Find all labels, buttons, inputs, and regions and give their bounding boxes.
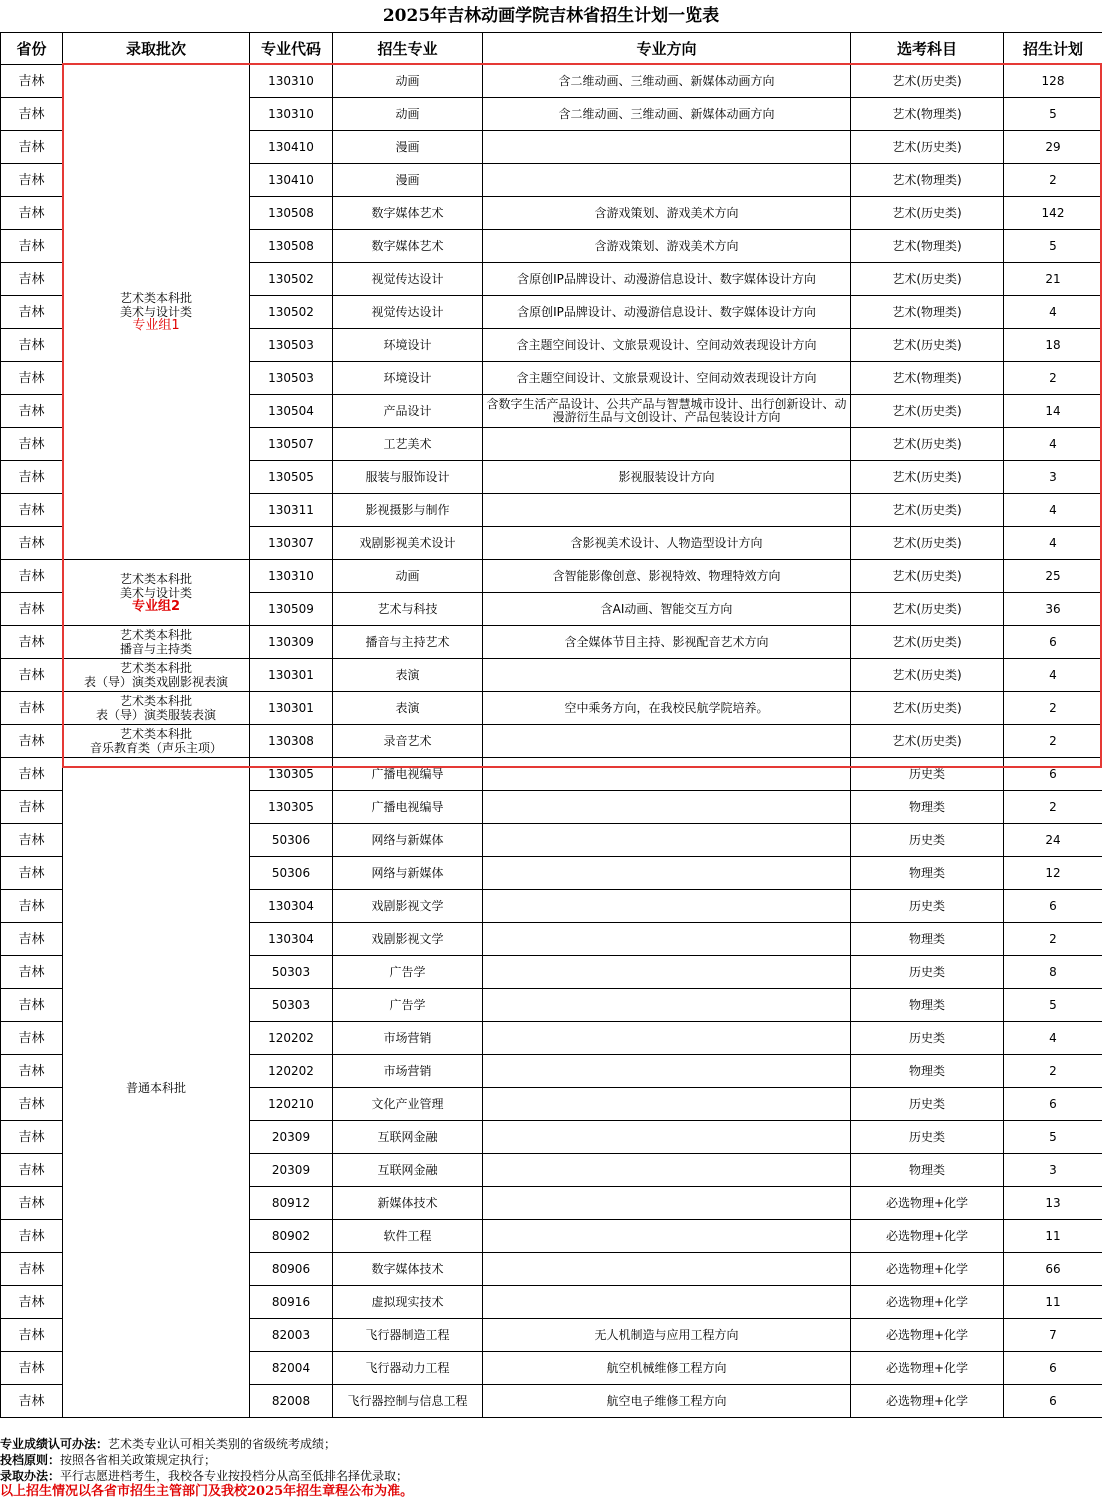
subject-cell: 物理类 [851,857,1004,890]
major-cell: 广播电视编导 [333,791,483,824]
subject-cell: 艺术(物理类) [851,98,1004,131]
subject-cell: 历史类 [851,890,1004,923]
major-cell: 飞行器动力工程 [333,1352,483,1385]
batch-line: 艺术类本科批 [119,694,192,708]
major-cell: 艺术与科技 [333,593,483,626]
province-cell: 吉林 [1,1121,63,1154]
subject-cell: 艺术(历史类) [851,197,1004,230]
subject-cell: 历史类 [851,1022,1004,1055]
code-cell: 130309 [250,626,333,659]
plan-cell: 5 [1004,230,1102,263]
province-cell: 吉林 [1,329,63,362]
code-cell: 130410 [250,131,333,164]
subject-cell: 物理类 [851,1055,1004,1088]
province-cell: 吉林 [1,1220,63,1253]
subject-cell: 必选物理+化学 [851,1187,1004,1220]
subject-cell: 艺术(历史类) [851,527,1004,560]
plan-cell: 8 [1004,956,1102,989]
direction-cell [483,1286,851,1319]
plan-cell: 2 [1004,692,1102,725]
table-row [1,65,1102,98]
province-cell: 吉林 [1,824,63,857]
subject-cell: 历史类 [851,1088,1004,1121]
batch-cell [63,626,250,659]
code-cell: 130509 [250,593,333,626]
plan-cell: 2 [1004,362,1102,395]
batch-line: 播音与主持类 [119,642,192,656]
subject-cell: 艺术(历史类) [851,593,1004,626]
code-cell: 80916 [250,1286,333,1319]
direction-cell: 含主题空间设计、文旅景观设计、空间动效表现设计方向 [483,362,851,395]
code-cell: 20309 [250,1121,333,1154]
province-cell: 吉林 [1,527,63,560]
direction-cell: 含游戏策划、游戏美术方向 [483,197,851,230]
major-cell: 环境设计 [333,329,483,362]
province-cell: 吉林 [1,857,63,890]
enrollment-plan-table [0,32,1102,1418]
note-line: 专业成绩认可办法：艺术类专业认可相关类别的省级统考成绩； [0,1437,337,1451]
direction-cell: 含原创IP品牌设计、动漫游信息设计、数字媒体设计方向 [483,263,851,296]
subject-cell: 必选物理+化学 [851,1253,1004,1286]
code-cell: 82004 [250,1352,333,1385]
batch-cell [63,725,250,758]
code-cell: 80902 [250,1220,333,1253]
major-cell: 飞行器控制与信息工程 [333,1385,483,1418]
plan-cell: 36 [1004,593,1102,626]
subject-cell: 必选物理+化学 [851,1385,1004,1418]
plan-cell: 6 [1004,1385,1102,1418]
plan-cell: 14 [1004,395,1102,428]
plan-cell: 18 [1004,329,1102,362]
province-cell: 吉林 [1,461,63,494]
major-cell: 飞行器制造工程 [333,1319,483,1352]
plan-cell: 4 [1004,659,1102,692]
subject-cell: 艺术(历史类) [851,494,1004,527]
batch-line: 艺术类本科批 [119,727,192,741]
batch-line: 艺术类本科批 [119,628,192,642]
major-cell: 软件工程 [333,1220,483,1253]
header-batch: 录取批次 [63,33,250,65]
batch-line: 艺术类本科批 [119,661,192,675]
plan-cell: 6 [1004,758,1102,791]
major-cell: 数字媒体艺术 [333,230,483,263]
batch-line: 表（导）演类戏剧影视表演 [83,675,228,689]
code-cell: 130301 [250,692,333,725]
province-cell: 吉林 [1,296,63,329]
major-cell: 互联网金融 [333,1121,483,1154]
plan-cell: 4 [1004,494,1102,527]
code-cell: 130502 [250,296,333,329]
code-cell: 130305 [250,791,333,824]
province-cell: 吉林 [1,1154,63,1187]
plan-cell: 4 [1004,428,1102,461]
province-cell: 吉林 [1,1187,63,1220]
code-cell: 130301 [250,659,333,692]
header-major: 招生专业 [333,33,483,65]
province-cell: 吉林 [1,626,63,659]
subject-cell: 物理类 [851,923,1004,956]
major-cell: 虚拟现实技术 [333,1286,483,1319]
plan-cell: 3 [1004,461,1102,494]
subject-cell: 历史类 [851,824,1004,857]
plan-cell: 128 [1004,65,1102,98]
direction-cell [483,1154,851,1187]
direction-cell [483,758,851,791]
direction-cell [483,989,851,1022]
subject-cell: 艺术(历史类) [851,263,1004,296]
batch-line: 普通本科批 [125,1080,186,1095]
plan-cell: 21 [1004,263,1102,296]
province-cell: 吉林 [1,164,63,197]
major-cell: 影视摄影与制作 [333,494,483,527]
code-cell: 130311 [250,494,333,527]
major-cell: 广告学 [333,989,483,1022]
code-cell: 80912 [250,1187,333,1220]
direction-cell: 含AI动画、智能交互方向 [483,593,851,626]
group-label: 专业组2 [131,598,181,614]
subject-cell: 必选物理+化学 [851,1220,1004,1253]
province-cell: 吉林 [1,560,63,593]
major-cell: 服装与服饰设计 [333,461,483,494]
code-cell: 130503 [250,329,333,362]
province-cell: 吉林 [1,956,63,989]
province-cell: 吉林 [1,395,63,428]
direction-cell [483,1055,851,1088]
major-cell: 视觉传达设计 [333,296,483,329]
batch-line: 美术与设计类 [119,585,192,600]
batch-cell [63,692,250,725]
code-cell: 130305 [250,758,333,791]
direction-cell [483,494,851,527]
direction-cell: 航空机械维修工程方向 [483,1352,851,1385]
direction-cell [483,1220,851,1253]
subject-cell: 必选物理+化学 [851,1286,1004,1319]
subject-cell: 历史类 [851,956,1004,989]
province-cell: 吉林 [1,230,63,263]
subject-cell: 艺术(历史类) [851,626,1004,659]
code-cell: 130307 [250,527,333,560]
province-cell: 吉林 [1,1352,63,1385]
direction-cell [483,1253,851,1286]
code-cell: 50306 [250,857,333,890]
batch-line: 美术与设计类 [119,305,192,319]
batch-line: 艺术类本科批 [119,291,192,305]
table-header-row [1,33,1102,65]
code-cell: 130310 [250,98,333,131]
direction-cell [483,659,851,692]
subject-cell: 艺术(历史类) [851,659,1004,692]
province-cell: 吉林 [1,263,63,296]
province-cell: 吉林 [1,428,63,461]
header-plan: 招生计划 [1004,33,1102,65]
subject-cell: 艺术(历史类) [851,329,1004,362]
major-cell: 市场营销 [333,1022,483,1055]
code-cell: 50303 [250,989,333,1022]
code-cell: 130310 [250,65,333,98]
major-cell: 环境设计 [333,362,483,395]
notes-section [0,1436,1102,1500]
plan-cell: 6 [1004,626,1102,659]
direction-cell [483,131,851,164]
direction-cell [483,923,851,956]
header-province: 省份 [1,33,63,65]
plan-cell: 11 [1004,1286,1102,1319]
subject-cell: 艺术(历史类) [851,725,1004,758]
table-row [1,692,1102,725]
table-row [1,659,1102,692]
header-direction: 专业方向 [483,33,851,65]
plan-cell: 29 [1004,131,1102,164]
batch-line: 艺术类本科批 [119,571,192,586]
subject-cell: 艺术(物理类) [851,362,1004,395]
province-cell: 吉林 [1,758,63,791]
plan-cell: 5 [1004,989,1102,1022]
subject-cell: 历史类 [851,1121,1004,1154]
subject-cell: 必选物理+化学 [851,1319,1004,1352]
direction-cell [483,1022,851,1055]
province-cell: 吉林 [1,1055,63,1088]
page-title: 2025年吉林动画学院吉林省招生计划一览表 [382,6,720,26]
batch-cell [63,65,250,560]
code-cell: 50303 [250,956,333,989]
plan-cell: 12 [1004,857,1102,890]
major-cell: 戏剧影视美术设计 [333,527,483,560]
batch-cell [63,758,250,1418]
plan-cell: 2 [1004,923,1102,956]
major-cell: 工艺美术 [333,428,483,461]
note-line: 投档原则：按照各省相关政策规定执行； [0,1453,217,1467]
code-cell: 130508 [250,197,333,230]
direction-cell [483,857,851,890]
code-cell: 82003 [250,1319,333,1352]
plan-cell: 13 [1004,1187,1102,1220]
direction-cell: 航空电子维修工程方向 [483,1385,851,1418]
code-cell: 82008 [250,1385,333,1418]
major-cell: 网络与新媒体 [333,824,483,857]
direction-cell [483,824,851,857]
subject-cell: 艺术(历史类) [851,395,1004,428]
plan-cell: 5 [1004,1121,1102,1154]
subject-cell: 物理类 [851,1154,1004,1187]
code-cell: 80906 [250,1253,333,1286]
code-cell: 130308 [250,725,333,758]
plan-cell: 4 [1004,1022,1102,1055]
plan-cell: 3 [1004,1154,1102,1187]
direction-cell [483,956,851,989]
direction-cell: 含二维动画、三维动画、新媒体动画方向 [483,98,851,131]
code-cell: 130507 [250,428,333,461]
direction-cell: 含全媒体节目主持、影视配音艺术方向 [483,626,851,659]
batch-cell [63,659,250,692]
plan-cell: 24 [1004,824,1102,857]
direction-cell [483,791,851,824]
direction-cell [483,1088,851,1121]
major-cell: 表演 [333,692,483,725]
table-row [1,725,1102,758]
subject-cell: 艺术(历史类) [851,131,1004,164]
code-cell: 130304 [250,890,333,923]
direction-cell [483,1187,851,1220]
province-cell: 吉林 [1,362,63,395]
subject-cell: 艺术(历史类) [851,692,1004,725]
major-cell: 播音与主持艺术 [333,626,483,659]
province-cell: 吉林 [1,98,63,131]
major-cell: 戏剧影视文学 [333,890,483,923]
major-cell: 漫画 [333,164,483,197]
province-cell: 吉林 [1,692,63,725]
province-cell: 吉林 [1,1319,63,1352]
subject-cell: 艺术(历史类) [851,461,1004,494]
plan-cell: 2 [1004,164,1102,197]
note-line: 录取办法：平行志愿进档考生，我校各专业按投档分从高至低排名择优录取； [0,1469,409,1483]
province-cell: 吉林 [1,131,63,164]
major-cell: 互联网金融 [333,1154,483,1187]
plan-cell: 4 [1004,296,1102,329]
direction-cell: 含智能影像创意、影视特效、物理特效方向 [483,560,851,593]
subject-cell: 艺术(物理类) [851,230,1004,263]
plan-cell: 25 [1004,560,1102,593]
header-code: 专业代码 [250,33,333,65]
direction-cell [483,890,851,923]
plan-cell: 6 [1004,890,1102,923]
subject-cell: 艺术(物理类) [851,296,1004,329]
direction-cell: 含主题空间设计、文旅景观设计、空间动效表现设计方向 [483,329,851,362]
direction-cell [483,164,851,197]
code-cell: 130505 [250,461,333,494]
major-cell: 广播电视编导 [333,758,483,791]
table-row [1,560,1102,593]
table-row [1,626,1102,659]
code-cell: 120202 [250,1022,333,1055]
batch-line: 表（导）演类服装表演 [95,708,216,722]
subject-cell: 艺术(历史类) [851,65,1004,98]
province-cell: 吉林 [1,1022,63,1055]
direction-cell: 含游戏策划、游戏美术方向 [483,230,851,263]
code-cell: 120210 [250,1088,333,1121]
major-cell: 数字媒体技术 [333,1253,483,1286]
major-cell: 戏剧影视文学 [333,923,483,956]
plan-cell: 2 [1004,725,1102,758]
code-cell: 50306 [250,824,333,857]
code-cell: 120202 [250,1055,333,1088]
plan-cell: 2 [1004,1055,1102,1088]
batch-cell [63,560,250,626]
plan-cell: 5 [1004,98,1102,131]
major-cell: 产品设计 [333,395,483,428]
province-cell: 吉林 [1,1385,63,1418]
major-cell: 新媒体技术 [333,1187,483,1220]
batch-line: 音乐教育类（声乐主项） [89,741,222,755]
final-note: 以上招生情况以各省市招生主管部门及我校2025年招生章程公布为准。 [0,1484,414,1499]
code-cell: 130304 [250,923,333,956]
major-cell: 数字媒体艺术 [333,197,483,230]
province-cell: 吉林 [1,989,63,1022]
plan-cell: 66 [1004,1253,1102,1286]
province-cell: 吉林 [1,659,63,692]
major-cell: 录音艺术 [333,725,483,758]
subject-cell: 历史类 [851,758,1004,791]
province-cell: 吉林 [1,197,63,230]
direction-cell [483,725,851,758]
table-row [1,758,1102,791]
plan-cell: 4 [1004,527,1102,560]
major-cell: 视觉传达设计 [333,263,483,296]
province-cell: 吉林 [1,1286,63,1319]
plan-cell: 6 [1004,1088,1102,1121]
major-cell: 表演 [333,659,483,692]
direction-cell: 无人机制造与应用工程方向 [483,1319,851,1352]
plan-cell: 142 [1004,197,1102,230]
major-cell: 漫画 [333,131,483,164]
province-cell: 吉林 [1,593,63,626]
major-cell: 市场营销 [333,1055,483,1088]
plan-cell: 2 [1004,791,1102,824]
major-cell: 网络与新媒体 [333,857,483,890]
province-cell: 吉林 [1,890,63,923]
major-cell: 动画 [333,65,483,98]
direction-cell: 含二维动画、三维动画、新媒体动画方向 [483,65,851,98]
subject-cell: 艺术(物理类) [851,164,1004,197]
code-cell: 130310 [250,560,333,593]
subject-cell: 艺术(历史类) [851,560,1004,593]
major-cell: 动画 [333,560,483,593]
direction-cell: 含数字生活产品设计、公共产品与智慧城市设计、出行创新设计、动漫游衍生品与文创设计、产品包装设计方向 [483,395,851,428]
province-cell: 吉林 [1,1088,63,1121]
province-cell: 吉林 [1,791,63,824]
major-cell: 动画 [333,98,483,131]
direction-cell [483,428,851,461]
code-cell: 130508 [250,230,333,263]
code-cell: 130503 [250,362,333,395]
province-cell: 吉林 [1,494,63,527]
direction-cell: 含原创IP品牌设计、动漫游信息设计、数字媒体设计方向 [483,296,851,329]
province-cell: 吉林 [1,1253,63,1286]
plan-cell: 7 [1004,1319,1102,1352]
province-cell: 吉林 [1,65,63,98]
direction-cell: 空中乘务方向，在我校民航学院培养。 [483,692,851,725]
province-cell: 吉林 [1,725,63,758]
code-cell: 130410 [250,164,333,197]
subject-cell: 必选物理+化学 [851,1352,1004,1385]
code-cell: 130504 [250,395,333,428]
direction-cell [483,1121,851,1154]
province-cell: 吉林 [1,923,63,956]
direction-cell: 影视服装设计方向 [483,461,851,494]
major-cell: 文化产业管理 [333,1088,483,1121]
plan-cell: 11 [1004,1220,1102,1253]
subject-cell: 艺术(历史类) [851,428,1004,461]
major-cell: 广告学 [333,956,483,989]
header-subject: 选考科目 [851,33,1004,65]
code-cell: 20309 [250,1154,333,1187]
subject-cell: 物理类 [851,791,1004,824]
subject-cell: 物理类 [851,989,1004,1022]
group-label: 专业组1 [132,318,180,333]
code-cell: 130502 [250,263,333,296]
direction-cell: 含影视美术设计、人物造型设计方向 [483,527,851,560]
plan-cell: 6 [1004,1352,1102,1385]
